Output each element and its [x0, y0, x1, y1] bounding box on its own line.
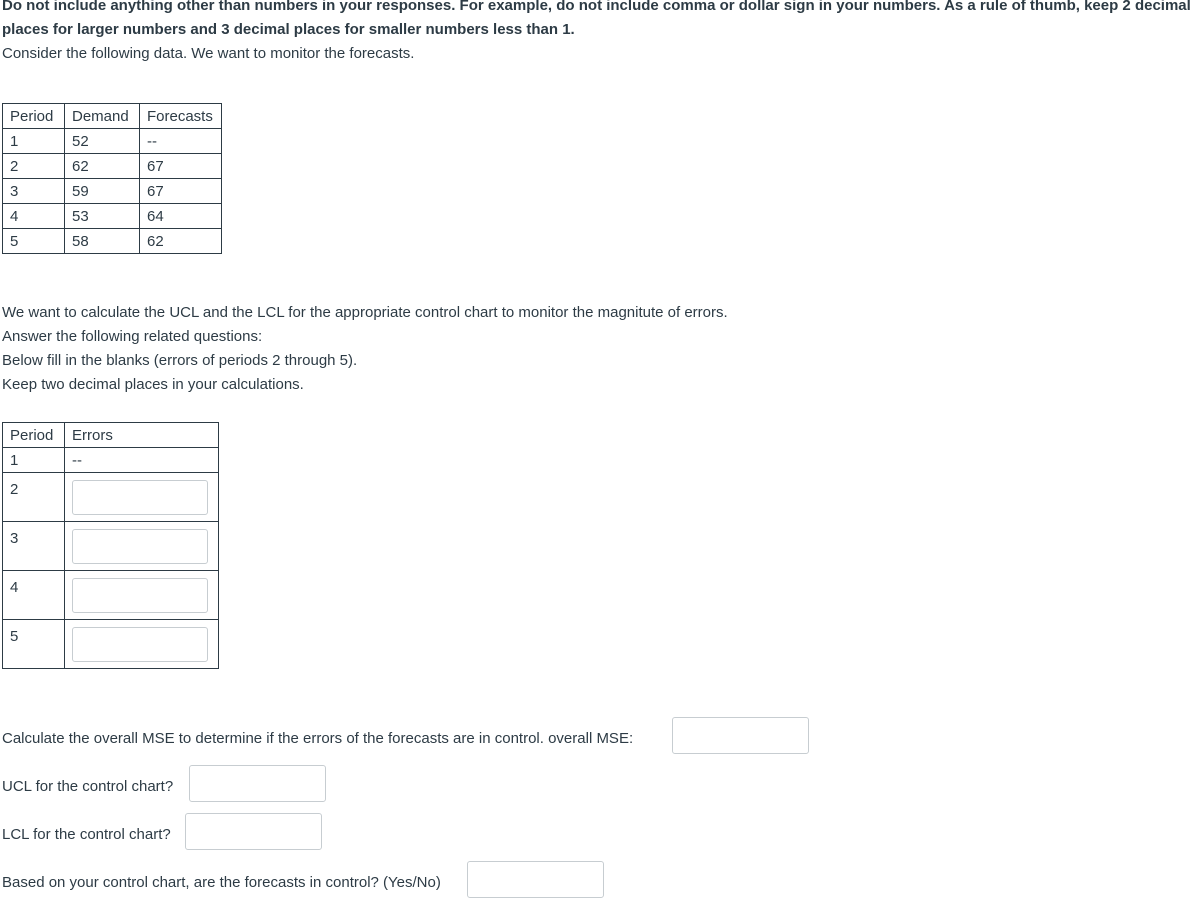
period-cell: 5 [3, 229, 65, 254]
period-cell: 2 [3, 154, 65, 179]
error-input-cell [65, 522, 219, 571]
mse-label: Calculate the overall MSE to determine if the errors of the forecasts are in control. overall MSE: [2, 730, 634, 747]
column-header-period: Period [3, 423, 65, 448]
ucl-label: UCL for the control chart? [2, 778, 174, 795]
forecast-cell: 67 [140, 154, 222, 179]
data-table [2, 103, 222, 254]
period-cell: 3 [3, 179, 65, 204]
table-row [3, 129, 222, 154]
table-header-row [3, 423, 219, 448]
column-header-demand: Demand [65, 104, 140, 129]
table-row [3, 179, 222, 204]
error-input-period-5[interactable] [72, 627, 208, 662]
errors-table [2, 422, 219, 669]
lcl-input[interactable] [185, 813, 322, 850]
error-input-period-3[interactable] [72, 529, 208, 564]
forecast-cell: 62 [140, 229, 222, 254]
table-row [3, 448, 219, 473]
table-row [3, 620, 219, 669]
column-header-period: Period [3, 104, 65, 129]
error-input-period-4[interactable] [72, 578, 208, 613]
lcl-label: LCL for the control chart? [2, 826, 171, 843]
instruction-line-2: places for larger numbers and 3 decimal places for smaller numbers less than 1. [2, 21, 575, 38]
demand-cell: 59 [65, 179, 140, 204]
table-row [3, 204, 222, 229]
prompt-line-1: We want to calculate the UCL and the LCL for the appropriate control chart to monitor the magnitute of errors. [2, 304, 728, 321]
instruction-line-3: Consider the following data. We want to monitor the forecasts. [2, 45, 415, 62]
demand-cell: 58 [65, 229, 140, 254]
instruction-line-1: Do not include anything other than numbers in your responses. For example, do not include comma or dollar sign in your numbers. As a rule of thumb, keep 2 decimal [2, 0, 1191, 14]
table-header-row [3, 104, 222, 129]
forecast-cell: 67 [140, 179, 222, 204]
mse-input[interactable] [672, 717, 809, 754]
table-row [3, 473, 219, 522]
prompt-line-2: Answer the following related questions: [2, 328, 263, 345]
error-input-cell [65, 473, 219, 522]
period-cell: 2 [3, 473, 65, 522]
period-cell: 3 [3, 522, 65, 571]
period-cell: 1 [3, 129, 65, 154]
table-row [3, 154, 222, 179]
table-row [3, 229, 222, 254]
error-cell: -- [65, 448, 219, 473]
in-control-input[interactable] [467, 861, 604, 898]
period-cell: 1 [3, 448, 65, 473]
demand-cell: 52 [65, 129, 140, 154]
error-input-period-2[interactable] [72, 480, 208, 515]
table-row [3, 571, 219, 620]
column-header-forecasts: Forecasts [140, 104, 222, 129]
ucl-input[interactable] [189, 765, 326, 802]
period-cell: 4 [3, 571, 65, 620]
forecast-cell: -- [140, 129, 222, 154]
error-input-cell [65, 571, 219, 620]
period-cell: 5 [3, 620, 65, 669]
prompt-line-4: Keep two decimal places in your calculations. [2, 376, 304, 393]
column-header-errors: Errors [65, 423, 219, 448]
in-control-label: Based on your control chart, are the forecasts in control? (Yes/No) [2, 874, 441, 891]
forecast-cell: 64 [140, 204, 222, 229]
table-row [3, 522, 219, 571]
demand-cell: 53 [65, 204, 140, 229]
period-cell: 4 [3, 204, 65, 229]
prompt-line-3: Below fill in the blanks (errors of periods 2 through 5). [2, 352, 358, 369]
demand-cell: 62 [65, 154, 140, 179]
error-input-cell [65, 620, 219, 669]
